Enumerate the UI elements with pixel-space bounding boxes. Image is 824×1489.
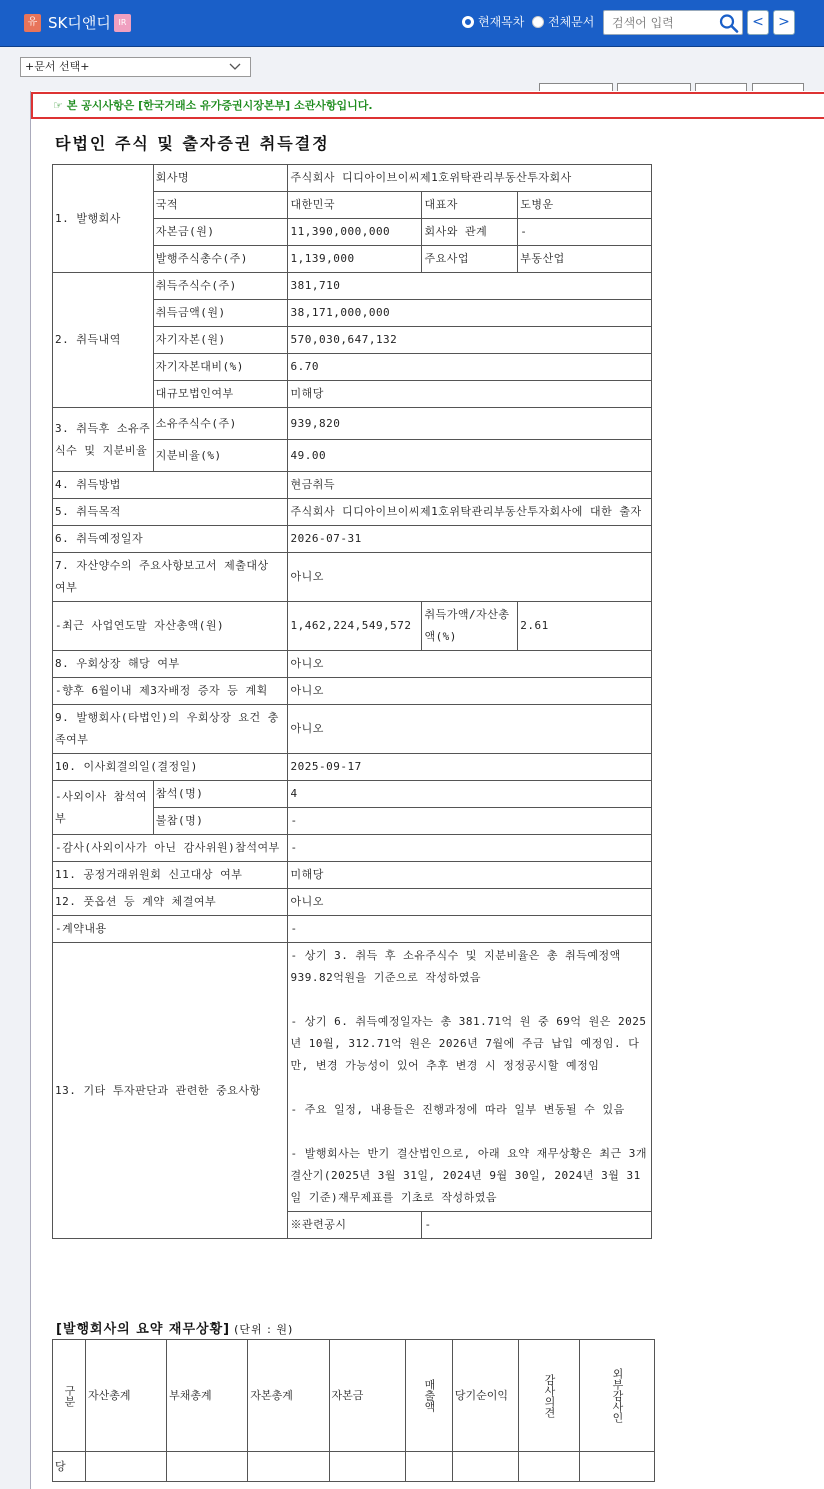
section-10-value: 2025-09-17 <box>288 754 652 781</box>
equity-value: 570,030,647,132 <box>288 327 652 354</box>
note-paragraph: - 발행회사는 반기 결산법인으로, 아래 요약 재무상황은 최근 3개 결산기(2025년 3월 31일, 2024년 9월 30일, 2024년 3월 31일 기준)재무제표를 기초로 작성하였음 <box>290 1147 647 1204</box>
section-5-label: 5. 취득목적 <box>53 499 288 526</box>
owned-shares-label: 소유주식수(주) <box>153 408 288 440</box>
section-11-label: 11. 공정거래위원회 신고대상 여부 <box>53 862 288 889</box>
search-input[interactable] <box>604 11 712 34</box>
next-button[interactable]: > <box>773 10 795 35</box>
radio-current-toc[interactable] <box>462 13 524 30</box>
nation-value: 대한민국 <box>288 192 422 219</box>
radio-unselected-icon[interactable] <box>532 16 544 28</box>
header-audit-opinion: 감사의견 <box>518 1340 579 1452</box>
acq-shares-label: 취득주식수(주) <box>153 273 288 300</box>
large-corp-value: 미해당 <box>288 381 652 408</box>
disclosure-table <box>52 164 652 1239</box>
table-cell <box>452 1452 518 1482</box>
financial-summary-table <box>52 1339 655 1482</box>
relation-label: 회사와 관계 <box>422 219 518 246</box>
section-12-value: 아니오 <box>288 889 652 916</box>
radio-all-docs[interactable] <box>532 13 594 30</box>
section-13-label: 13. 기타 투자판단과 관련한 중요사항 <box>53 943 288 1239</box>
total-assets-value: 1,462,224,549,572 <box>288 602 422 651</box>
ceo-value: 도병운 <box>518 192 652 219</box>
acq-shares-value: 381,710 <box>288 273 652 300</box>
radio-selected-icon[interactable] <box>462 16 474 28</box>
purpose-value: 주식회사 디디아이브이씨제1호위탁관리부동산투자회사에 대한 출자 <box>288 499 652 526</box>
company-name-label: 회사명 <box>153 165 288 192</box>
document-select-value: +문서 선택+ <box>25 60 90 73</box>
method-value: 현금취득 <box>288 472 652 499</box>
equity-ratio-label: 자기자본대비(%) <box>153 354 288 381</box>
section-7-label: 7. 자산양수의 주요사항보고서 제출대상 여부 <box>53 553 288 602</box>
contract-label: -계약내용 <box>53 916 288 943</box>
header-total-liabilities: 부채총계 <box>167 1340 248 1452</box>
section-3-label: 3. 취득후 소유주식수 및 지분비율 <box>53 408 154 472</box>
acq-amount-value: 38,171,000,000 <box>288 300 652 327</box>
financial-summary-title <box>56 1318 293 1337</box>
table-cell <box>248 1452 329 1482</box>
stake-value: 49.00 <box>288 440 652 472</box>
header-total-assets: 자산총계 <box>86 1340 167 1452</box>
related-value: - <box>422 1212 652 1239</box>
related-label: ※관련공시 <box>288 1212 422 1239</box>
absent-label: 불참(명) <box>153 808 288 835</box>
ceo-label: 대표자 <box>422 192 518 219</box>
header-category: 구분 <box>53 1340 86 1452</box>
header-total-equity: 자본총계 <box>248 1340 329 1452</box>
company-name-value: 주식회사 디디아이브이씨제1호위탁관리부동산투자회사 <box>288 165 652 192</box>
note-paragraph: - 상기 3. 취득 후 소유주식수 및 지분비율은 총 취득예정액 939.82억원을 기준으로 작성하였음 <box>290 949 621 984</box>
ratio-label: 취득가액/자산총액(%) <box>422 602 518 651</box>
market-badge: 유 <box>24 14 41 32</box>
owned-shares-value: 939,820 <box>288 408 652 440</box>
document-title: 타법인 주식 및 출자증권 취득결정 <box>55 134 330 153</box>
section-2-label: 2. 취득내역 <box>53 273 154 408</box>
table-cell <box>405 1452 452 1482</box>
shares-total-label: 발행주식총수(주) <box>153 246 288 273</box>
nation-label: 국적 <box>153 192 288 219</box>
radio-current-label: 현재목차 <box>478 15 525 29</box>
section-6-label: 6. 취득예정일자 <box>53 526 288 553</box>
equity-label: 자기자본(원) <box>153 327 288 354</box>
search-icon[interactable] <box>718 13 740 33</box>
search-box <box>603 10 743 35</box>
present-label: 참석(명) <box>153 781 288 808</box>
section-8b-value: 아니오 <box>288 678 652 705</box>
absent-value: - <box>288 808 652 835</box>
document-select[interactable] <box>20 57 251 77</box>
header-net-income: 당기순이익 <box>452 1340 518 1452</box>
header-capital: 자본금 <box>329 1340 405 1452</box>
financial-unit: (단위 : 원) <box>234 1323 294 1336</box>
contract-value: - <box>288 916 652 943</box>
shares-total-value: 1,139,000 <box>288 246 422 273</box>
business-value: 부동산업 <box>518 246 652 273</box>
table-cell <box>329 1452 405 1482</box>
ratio-value: 2.61 <box>518 602 652 651</box>
auditor-attend-value: - <box>288 835 652 862</box>
capital-value: 11,390,000,000 <box>288 219 422 246</box>
equity-ratio-value: 6.70 <box>288 354 652 381</box>
table-cell <box>579 1452 654 1482</box>
radio-all-label: 전체문서 <box>548 15 595 29</box>
prev-button[interactable]: < <box>747 10 769 35</box>
row-current-label: 당 <box>53 1452 86 1482</box>
date-value: 2026-07-31 <box>288 526 652 553</box>
section-9-label: 9. 발행회사(타법인)의 우회상장 요건 충족여부 <box>53 705 288 754</box>
auditor-attend-label: -감사(사외이사가 아닌 감사위원)참석여부 <box>53 835 288 862</box>
business-label: 주요사업 <box>422 246 518 273</box>
header-revenue: 매출액 <box>405 1340 452 1452</box>
section-11-value: 미해당 <box>288 862 652 889</box>
jurisdiction-notice: ☞ 본 공시사항은 [한국거래소 유가증권시장본부] 소관사항입니다. <box>31 92 824 119</box>
outside-director-label: -사외이사 참석여부 <box>53 781 154 835</box>
company-name[interactable]: SK디앤디 <box>48 14 111 32</box>
financial-title-text: [발행회사의 요약 재무상황] <box>56 1322 231 1337</box>
relation-value: - <box>518 219 652 246</box>
section-8-value: 아니오 <box>288 651 652 678</box>
document-body <box>30 91 824 1489</box>
section-9-value: 아니오 <box>288 705 652 754</box>
header-external-auditor: 외부감사인 <box>579 1340 654 1452</box>
section-4-label: 4. 취득방법 <box>53 472 288 499</box>
table-cell <box>86 1452 167 1482</box>
section-8b-label: -향후 6월이내 제3자배정 증자 등 계획 <box>53 678 288 705</box>
section-1-label: 1. 발행회사 <box>53 165 154 273</box>
stake-label: 지분비율(%) <box>153 440 288 472</box>
chevron-down-icon <box>228 60 242 74</box>
table-cell <box>518 1452 579 1482</box>
total-assets-label: -최근 사업연도말 자산총액(원) <box>53 602 288 651</box>
section-10-label: 10. 이사회결의일(결정일) <box>53 754 288 781</box>
capital-label: 자본금(원) <box>153 219 288 246</box>
section-12-label: 12. 풋옵션 등 계약 체결여부 <box>53 889 288 916</box>
large-corp-label: 대규모법인여부 <box>153 381 288 408</box>
section-7-value: 아니오 <box>288 553 652 602</box>
ir-icon[interactable]: IR <box>114 14 131 32</box>
section-13-notes <box>288 943 652 1212</box>
note-paragraph: - 상기 6. 취득예정일자는 총 381.71억 원 중 69억 원은 2025년 10월, 312.71억 원은 2026년 7월에 주금 납입 예정임. 다만, 변경 가능성이 있어 추후 변경 시 정정공시할 예정임 <box>290 1015 647 1072</box>
table-cell <box>167 1452 248 1482</box>
acq-amount-label: 취득금액(원) <box>153 300 288 327</box>
section-8-label: 8. 우회상장 해당 여부 <box>53 651 288 678</box>
top-bar <box>0 0 824 47</box>
present-value: 4 <box>288 781 652 808</box>
note-paragraph: - 주요 일정, 내용들은 진행과정에 따라 일부 변동될 수 있음 <box>290 1103 625 1116</box>
